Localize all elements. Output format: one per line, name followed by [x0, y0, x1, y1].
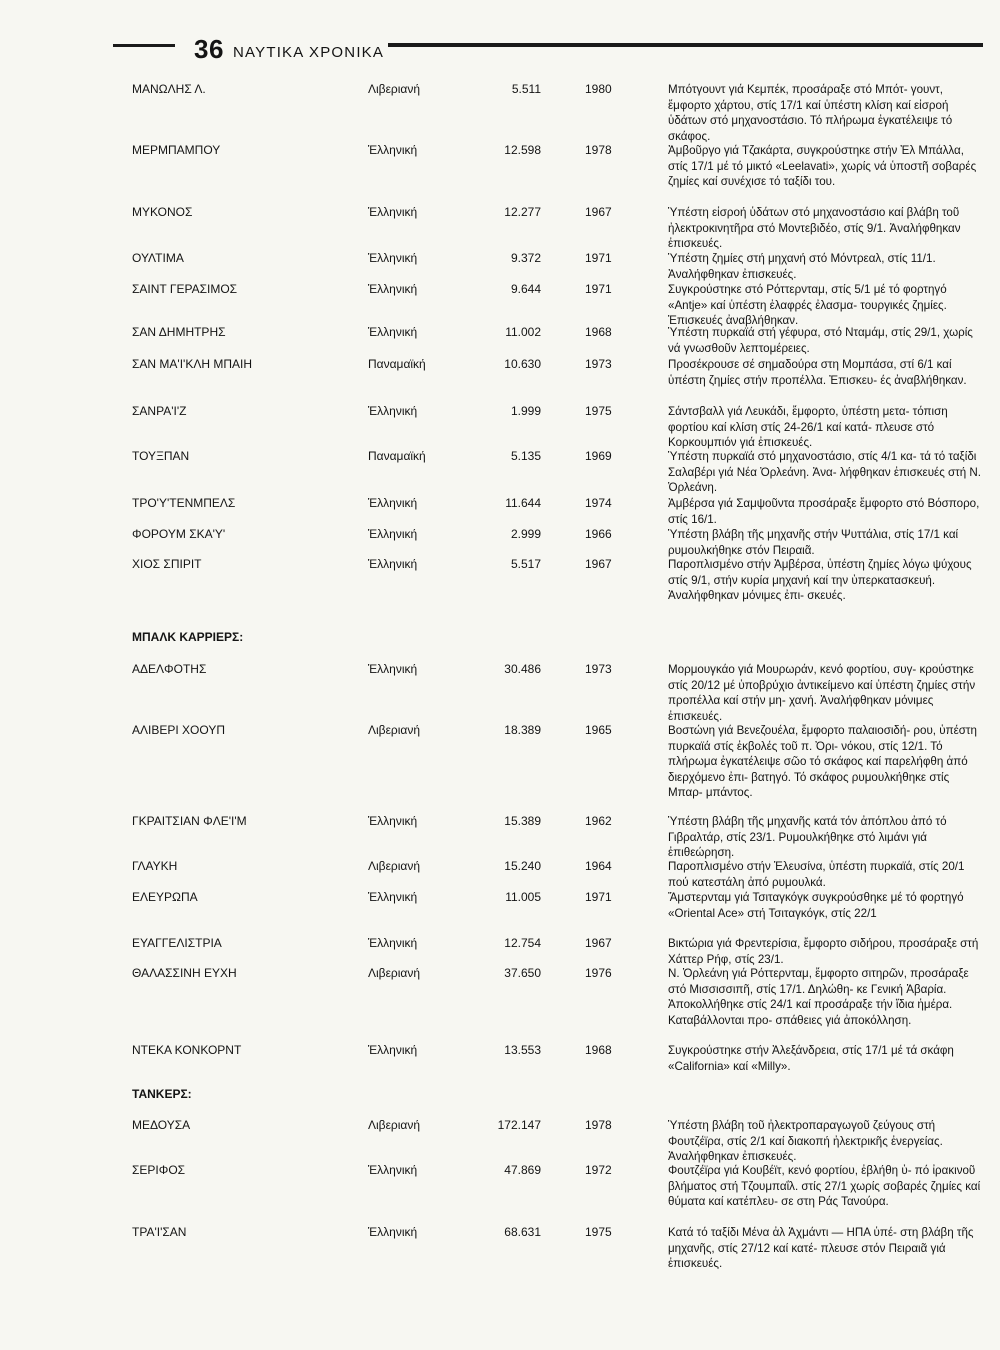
ship-tonnage: 12.598 [504, 143, 541, 157]
incident-description: Ὑπέστη ζημίες στή μηχανή στό Μόντρεαλ, στίς 11/1. Ἀναλήφθηκαν ἐπισκευές. [668, 252, 936, 281]
ship-name: ΑΔΕΛΦΟΤΗΣ [132, 662, 207, 676]
ship-name: ΜΕΡΜΠΑΜΠΟΥ [132, 143, 221, 157]
ship-flag: Λιβεριανή [368, 1118, 421, 1132]
ship-flag: Ἑλληνική [368, 282, 418, 296]
ship-year: 1980 [585, 82, 612, 96]
ship-name: ΓΚΡΑΙΤΣΙΑΝ ΦΛΕ'Ι'Μ [132, 814, 247, 828]
ship-flag: Λιβεριανή [368, 723, 421, 737]
ship-tonnage: 2.999 [510, 527, 541, 541]
ship-year: 1975 [585, 1225, 612, 1239]
header-rule-left [113, 44, 175, 47]
ship-year: 1971 [585, 251, 612, 265]
ship-year: 1978 [585, 1118, 612, 1132]
incident-description: Φουτζέϊρα γιά Κουβέϊτ, κενό φορτίου, ἐβλήθη ὑ- πό ἰρακινοῦ βλήματος στή Τζουμπαΐλ. στίς 27/1 χωρίς σοβαρές ζημίες καί θύματα καί κατέπλευ- σε στη Ράς Τανούρα. [668, 1164, 981, 1208]
ship-tonnage: 9.372 [510, 251, 541, 265]
ship-flag: Ἑλληνική [368, 814, 418, 828]
ship-tonnage: 172.147 [497, 1118, 541, 1132]
incident-description: Βοστώνη γιά Βενεζουέλα, ἔμφορτο παλαιοσιδή- ρου, ὑπέστη πυρκαϊά στίς ἐκβολές τοῦ π. Ὀρι- νόκου, στίς 12/1. Τό πλήρωμα ἐγκατέλειψε σῶο τό σκάφος καί παρελήφθη ἀπό διερχόμενο ἐπι- βατηγό. Τό σκάφος ρυμουλκήθηκε στίς Μπαρ- μπάντος. [668, 724, 977, 799]
ship-name: ΧΙΟΣ ΣΠΙΡΙΤ [132, 557, 202, 571]
ship-tonnage: 12.277 [504, 205, 541, 219]
ship-flag: Λιβεριανή [368, 966, 421, 980]
incident-description: Ὑπέστη πυρκαϊά στό μηχανοστάσιο, στίς 4/1 κα- τά τό ταξίδι Σαλαβέρι γιά Νέα Ὀρλεάνη. Ἀνα- λήφθηκαν ἐπισκευές στή Ν. Ὀρλεάνη. [668, 450, 982, 494]
ship-year: 1973 [585, 662, 612, 676]
incident-description: Συγκρούστηκε στήν Ἀλεξάνδρεια, στίς 17/1 μέ τά σκάφη «California» καί «Milly». [668, 1044, 954, 1073]
ship-tonnage: 47.869 [504, 1163, 541, 1177]
ship-year: 1975 [585, 404, 612, 418]
incident-description: Ὑπέστη βλάβη τῆς μηχανῆς κατά τόν ἀπόπλου ἀπό τό Γιβραλτάρ, στίς 23/1. Ρυμουλκήθηκε στό λιμάνι γιά ἐπιθεώρηση. [668, 815, 947, 859]
ship-name: ΜΕΔΟΥΣΑ [132, 1118, 191, 1132]
ship-name: ΟΥΛΤΙΜΑ [132, 251, 184, 265]
incident-description: Παροπλισμένο στήν Ἀμβέρσα, ὑπέστη ζημίες λόγω ψύχους στίς 9/1, στήν κυρία μηχανή καί την ὑπερκατασκευή. Ἀναλήφθηκαν μόνιμες ἐπι- σκευές. [668, 558, 972, 602]
ship-year: 1967 [585, 557, 612, 571]
ship-year: 1978 [585, 143, 612, 157]
ship-tonnage: 10.630 [504, 357, 541, 371]
ship-tonnage: 12.754 [504, 936, 541, 950]
ship-name: ΑΛΙΒΕΡΙ ΧΟΟΥΠ [132, 723, 225, 737]
ship-flag: Ἑλληνική [368, 890, 418, 904]
ship-tonnage: 37.650 [504, 966, 541, 980]
section-heading-bulk-carriers: ΜΠΑΛΚ ΚΑΡΡΙΕΡΣ: [132, 630, 244, 644]
ship-year: 1962 [585, 814, 612, 828]
ship-flag: Ἑλληνική [368, 143, 418, 157]
incident-description: Ἄμστερνταμ γιά Τσιταγκόγκ συγκρούσθηκε μέ τό φορτηγό «Oriental Ace» στή Τσιταγκόγκ, στίς 22/1 [668, 891, 964, 920]
ship-flag: Ἑλληνική [368, 527, 418, 541]
incident-description: Βικτώρια γιά Φρεντερίσια, ἔμφορτο σιδήρου, προσάραξε στή Χάττερ Ρήφ, στίς 23/1. [668, 937, 979, 966]
incident-description: Ὑπέστη βλάβη τῆς μηχανῆς στήν Ψυττάλια, στίς 17/1 καί ρυμουλκήθηκε στόν Πειραιᾶ. [668, 528, 959, 557]
incident-description: Μορμουγκάο γιά Μουρωράν, κενό φορτίου, συγ- κρούστηκε στίς 20/12 μέ ὑποβρύχιο ἀντικείμενο καί ὑπέστη ζημίες στήν προπέλλα καί στήν μη- χανή. Ἀναλήφθηκαν μόνιμες ἐπισκευές. [668, 663, 976, 723]
ship-tonnage: 1.999 [510, 404, 541, 418]
ship-name: ΤΡΑ'Ι'ΣΑΝ [132, 1225, 187, 1239]
ship-tonnage: 5.511 [511, 82, 541, 96]
publication-title: ΝΑΥΤΙΚΑ ΧΡΟΝΙΚΑ [233, 44, 385, 61]
ship-tonnage: 11.005 [505, 890, 541, 904]
ship-flag: Ἑλληνική [368, 205, 418, 219]
ship-tonnage: 30.486 [504, 662, 541, 676]
ship-name: ΤΟΥΞΠΑΝ [132, 449, 190, 463]
ship-tonnage: 9.644 [510, 282, 541, 296]
ship-year: 1969 [585, 449, 612, 463]
ship-year: 1965 [585, 723, 612, 737]
incident-description: Ὑπέστη εἰσροή ὑδάτων στό μηχανοστάσιο καί βλάβη τοῦ ἠλεκτροκινητῆρα στό Μοντεβιδέο, στίς 9/1. Ἀναλήφθηκαν ἐπισκευές. [668, 206, 961, 250]
ship-flag: Ἑλληνική [368, 557, 418, 571]
ship-year: 1972 [585, 1163, 612, 1177]
header-rule-right [388, 43, 983, 47]
ship-flag: Λιβεριανή [368, 859, 421, 873]
incident-description: Ἀμβοῦργο γιά Τζακάρτα, συγκρούστηκε στήν Ἐλ Μπάλλα, στίς 17/1 μέ τό μικτό «Leelavati», χωρίς νά ὑποστῆ σοβαρές ζημίες καί συνέχισε τό ταξίδι του. [668, 144, 977, 188]
ship-flag: Ἑλληνική [368, 936, 418, 950]
ship-flag: Ἑλληνική [368, 251, 418, 265]
ship-year: 1973 [585, 357, 612, 371]
ship-year: 1967 [585, 205, 612, 219]
ship-tonnage: 5.517 [510, 557, 541, 571]
ship-year: 1968 [585, 1043, 612, 1057]
incident-description: Ὑπέστη βλάβη τοῦ ἠλεκτροπαραγωγοῦ ζεύγους στή Φουτζέϊρα, στίς 2/1 καί διακοπή ἠλεκτρικῆς ἐνεργείας. Ἀναλήφθηκαν ἐπισκευές. [668, 1119, 943, 1163]
ship-year: 1971 [585, 890, 612, 904]
ship-name: ΣΑΝΡΑ'Ι'Ζ [132, 404, 187, 418]
ship-flag: Ἑλληνική [368, 1043, 418, 1057]
incident-description: Μπότγουντ γιά Κεμπέκ, προσάραξε στό Μπότ- γουντ, ἔμφορτο χάρτου, στίς 17/1 καί ὑπέστη κλίση καί εἰσροή ὑδάτων στό μηχανοστάσιο. Τό πλήρωμα ἐγκατέλειψε τό σκάφος. [668, 83, 953, 143]
ship-name: ΣΑΝ ΔΗΜΗΤΡΗΣ [132, 325, 226, 339]
incident-description: Κατά τό ταξίδι Μένα ἀλ Ἀχμάντι — ΗΠΑ ὑπέ- στη βλάβη τῆς μηχανῆς, στίς 27/12 καί κατέ- πλευσε στόν Πειραιᾶ γιά ἐπισκευές. [668, 1226, 974, 1270]
incident-description: Συγκρούστηκε στό Ρόττερνταμ, στίς 5/1 μέ τό φορτηγό «Antje» καί ὑπέστη ἐλαφρές ἐλασμα- τουργικές ζημίες. Ἐπισκευές ἀναβλήθηκαν. [668, 283, 947, 327]
ship-tonnage: 11.644 [505, 496, 541, 510]
section-heading-tankers: ΤΑΝΚΕΡΣ: [132, 1087, 192, 1101]
incident-description: Ἀμβέρσα γιά Σαμψοῦντα προσάραξε ἔμφορτο στό Βόσπορο, στίς 16/1. [668, 497, 980, 526]
ship-name: ΤΡΟ'Υ'ΤΕΝΜΠΕΛΣ [132, 496, 236, 510]
incident-description: Ν. Ὀρλεάνη γιά Ρόττερνταμ, ἔμφορτο σιτηρῶν, προσάραξε στό Μισσισσιπῆ, στίς 17/1. Δηλώθη- κε Γενική Ἀβαρία. Ἀποκολλήθηκε στίς 24/1 καί προσάραξε τήν ἴδια ἡμέρα. Καταβάλλονται προ- σπάθειες γιά ἀποκόλληση. [668, 967, 969, 1027]
ship-flag: Ἑλληνική [368, 496, 418, 510]
ship-name: ΣΕΡΙΦΟΣ [132, 1163, 186, 1177]
ship-year: 1966 [585, 527, 612, 541]
ship-name: ΜΥΚΟΝΟΣ [132, 205, 193, 219]
ship-name: ΜΑΝΩΛΗΣ Λ. [132, 82, 206, 96]
ship-tonnage: 68.631 [504, 1225, 541, 1239]
ship-flag: Παναμαϊκή [368, 357, 426, 371]
ship-year: 1976 [585, 966, 612, 980]
ship-flag: Ἑλληνική [368, 404, 418, 418]
ship-flag: Ἑλληνική [368, 662, 418, 676]
ship-tonnage: 15.389 [504, 814, 541, 828]
ship-tonnage: 15.240 [504, 859, 541, 873]
ship-year: 1967 [585, 936, 612, 950]
incident-description: Παροπλισμένο στήν Ἐλευσίνα, ὑπέστη πυρκαϊά, στίς 20/1 πού κατεστάλη ἀπό ρυμουλκά. [668, 860, 965, 889]
incident-description: Προσέκρουσε σέ σημαδούρα στη Μομπάσα, στί 6/1 καί ὑπέστη ζημίες στήν προπέλλα. Ἐπισκευ- ές ἀναβλήθηκαν. [668, 358, 967, 387]
ship-flag: Παναμαϊκή [368, 449, 426, 463]
ship-name: ΓΛΑΥΚΗ [132, 859, 178, 873]
page-number: 36 [194, 34, 224, 64]
ship-tonnage: 13.553 [504, 1043, 541, 1057]
ship-year: 1964 [585, 859, 612, 873]
ship-flag: Ἑλληνική [368, 1163, 418, 1177]
ship-flag: Ἑλληνική [368, 1225, 418, 1239]
ship-name: ΘΑΛΑΣΣΙΝΗ ΕΥΧΗ [132, 966, 237, 980]
ship-name: ΝΤΕΚΑ ΚΟΝΚΟΡΝΤ [132, 1043, 242, 1057]
ship-name: ΣΑΙΝΤ ΓΕΡΑΣΙΜΟΣ [132, 282, 238, 296]
incident-description: Σάντσβαλλ γιά Λευκάδι, ἔμφορτο, ὑπέστη μετα- τόπιση φορτίου καί κλίση στίς 24-26/1 καί κατά- πλευσε στό Κορκουμπιόν γιά ἐπισκευές. [668, 405, 948, 449]
ship-year: 1968 [585, 325, 612, 339]
ship-year: 1971 [585, 282, 612, 296]
ship-tonnage: 5.135 [510, 449, 541, 463]
ship-tonnage: 11.002 [505, 325, 541, 339]
ship-name: ΣΑΝ ΜΑ'Ι'ΚΛΗ ΜΠΑΙΗ [132, 357, 253, 371]
ship-tonnage: 18.389 [504, 723, 541, 737]
ship-flag: Λιβεριανή [368, 82, 421, 96]
ship-year: 1974 [585, 496, 612, 510]
ship-flag: Ἑλληνική [368, 325, 418, 339]
incident-description: Ὑπέστη πυρκαϊά στή γέφυρα, στό Νταμάμ, στίς 29/1, χωρίς νά γνωσθοῦν λεπτομέρειες. [668, 326, 973, 355]
ship-name: ΕΛΕΥΡΩΠΑ [132, 890, 198, 904]
ship-name: ΕΥΑΓΓΕΛΙΣΤΡΙΑ [132, 936, 222, 950]
ship-name: ΦΟΡΟΥΜ ΣΚΑ'Υ' [132, 527, 226, 541]
